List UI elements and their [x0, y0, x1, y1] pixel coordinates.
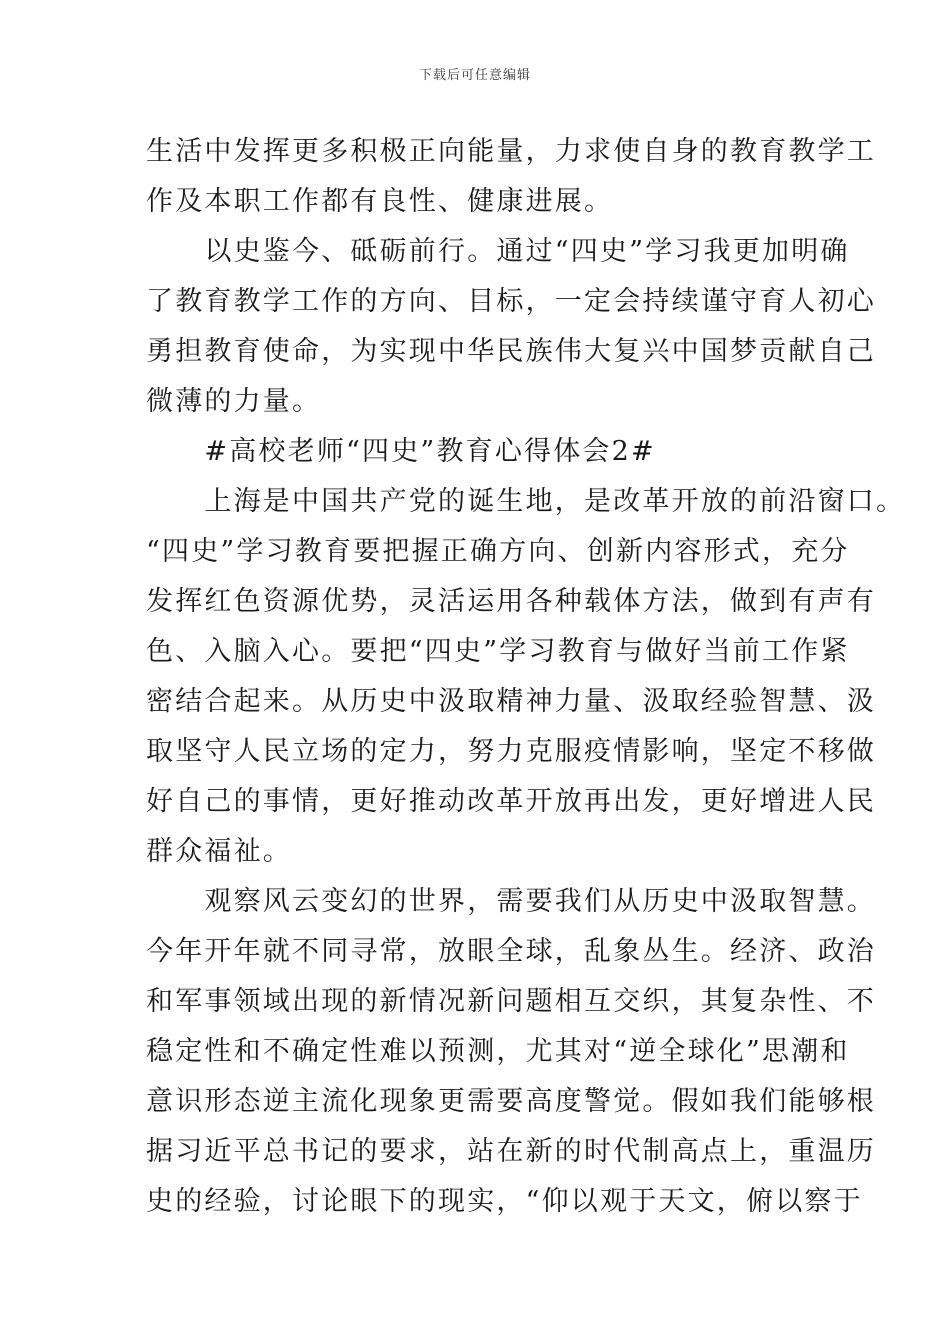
- text-line: 勇担教育使命，为实现中华民族伟大复兴中国梦贡献自己: [146, 336, 876, 367]
- text-line: 群众福祉。: [146, 836, 292, 867]
- section-heading: #高校老师“四史”教育心得体会2#: [146, 436, 656, 467]
- text-line: 据习近平总书记的要求，站在新的时代制高点上，重温历: [146, 1136, 876, 1167]
- text-line: 发挥红色资源优势，灵活运用各种载体方法，做到有声有: [146, 586, 876, 617]
- text-line: 好自己的事情，更好推动改革开放再出发，更好增进人民: [146, 786, 876, 817]
- text-line: 观察风云变幻的世界，需要我们从历史中汲取智慧。: [146, 886, 876, 917]
- text-line: 微薄的力量。: [146, 386, 322, 417]
- text-line: 作及本职工作都有良性、健康进展。: [146, 186, 614, 217]
- text-line: 色、入脑入心。要把“四史”学习教育与做好当前工作紧: [146, 636, 850, 667]
- text-line: 意识形态逆主流化现象更需要高度警觉。假如我们能够根: [146, 1086, 876, 1117]
- text-line: 生活中发挥更多积极正向能量，力求使自身的教育教学工: [146, 136, 876, 167]
- document-body: [146, 127, 906, 1227]
- text-line: “四史”学习教育要把握正确方向、创新内容形式，充分: [146, 536, 850, 567]
- text-line: 和军事领域出现的新情况新问题相互交织，其复杂性、不: [146, 986, 876, 1017]
- text-line: 以史鉴今、砥砺前行。通过“四史”学习我更加明确: [146, 236, 850, 267]
- page-header: 下载后可任意编辑: [418, 68, 531, 83]
- text-line: 稳定性和不确定性难以预测，尤其对“逆全球化”思潮和: [146, 1036, 850, 1067]
- text-line: 今年开年就不同寻常，放眼全球，乱象丛生。经济、政治: [146, 936, 876, 967]
- text-line: 密结合起来。从历史中汲取精神力量、汲取经验智慧、汲: [146, 686, 876, 717]
- text-line: 取坚守人民立场的定力，努力克服疫情影响，坚定不移做: [146, 736, 876, 767]
- text-line: 上海是中国共产党的诞生地，是改革开放的前沿窗口。: [146, 486, 906, 517]
- text-line: 史的经验，讨论眼下的现实，“仰以观于天文，俯以察于: [146, 1186, 863, 1217]
- text-line: 了教育教学工作的方向、目标，一定会持续谨守育人初心: [146, 286, 876, 317]
